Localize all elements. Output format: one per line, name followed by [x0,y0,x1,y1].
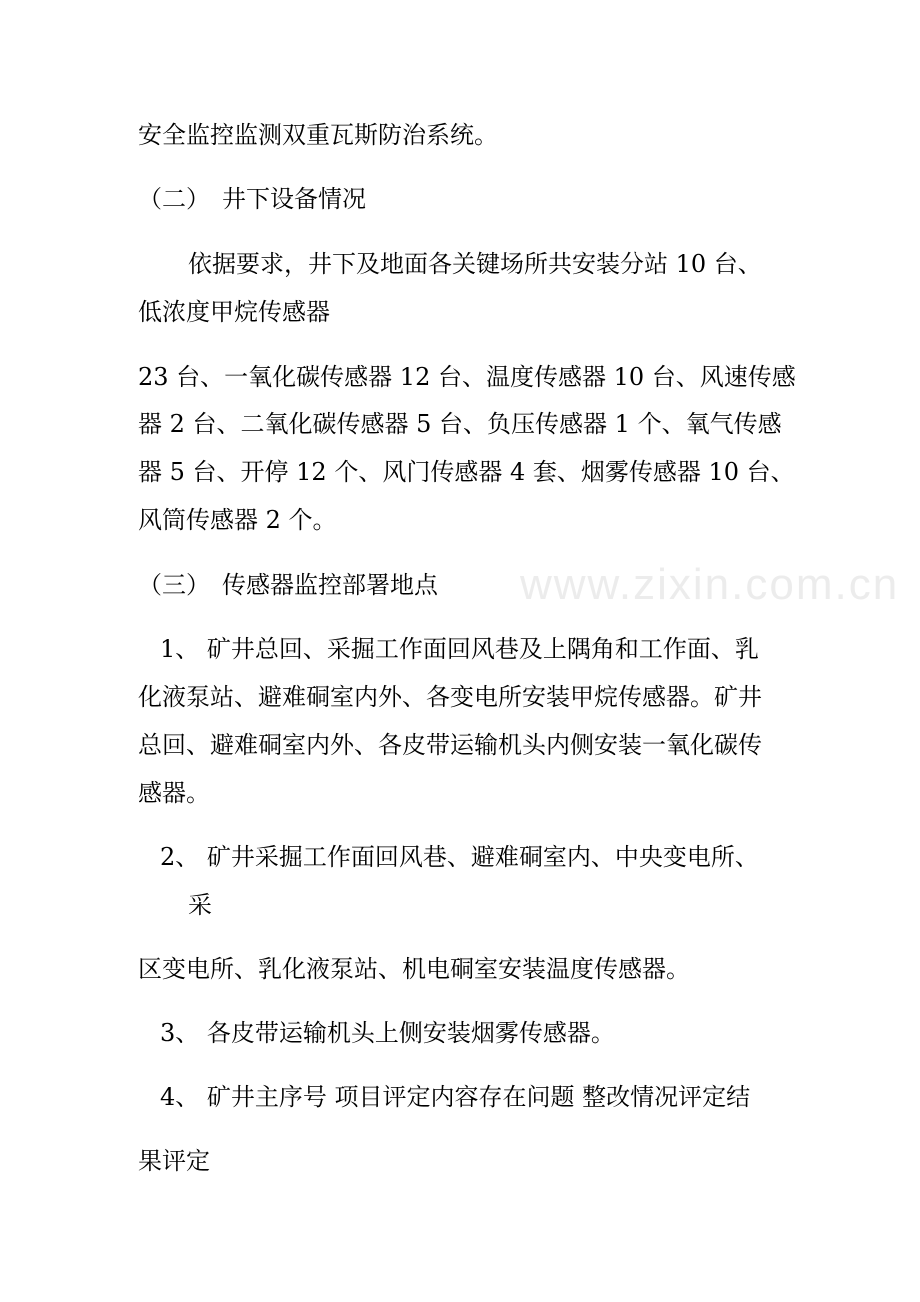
list-item-1-line-2: 化液泵站、避难硐室内外、各变电所安装甲烷传感器。矿井 [138,683,762,711]
text-line-5: 23 台、一氧化碳传感器 12 台、温度传感器 10 台、风速传感 [138,363,796,391]
list-item-1-line-1: 1、 矿井总回、采掘工作面回风巷及上隅角和工作面、乳 [160,635,759,663]
text-line-8: 风筒传感器 2 个。 [138,506,337,534]
text-line-7: 器 5 台、开停 12 个、风门传感器 4 套、烟雾传感器 10 台、 [138,458,795,486]
text-line-6: 器 2 台、二氧化碳传感器 5 台、负压传感器 1 个、氧气传感 [138,410,782,438]
list-item-4-line-2: 果评定 [138,1147,210,1175]
list-item-3: 3、 各皮带运输机头上侧安装烟雾传感器。 [160,1019,615,1047]
list-item-1-line-4: 感器。 [138,779,210,807]
list-item-4-line-1: 4、 矿井主序号 项目评定内容存在问题 整改情况评定结 [160,1083,751,1111]
list-item-2-line-1: 2、 矿井采掘工作面回风巷、避难硐室内、中央变电所、 [160,843,759,871]
section-heading-3: （三） 传感器监控部署地点 [138,571,438,599]
watermark: www.zixin.com.cn [520,560,900,609]
section-heading-2: （二） 井下设备情况 [138,185,366,213]
list-item-2-line-3: 区变电所、乳化液泵站、机电硐室安装温度传感器。 [138,955,690,983]
list-item-1-line-3: 总回、避难硐室内外、各皮带运输机头内侧安装一氧化碳传 [138,731,762,759]
text-line-1: 安全监控监测双重瓦斯防治系统。 [138,121,498,149]
list-item-2-line-2: 采 [188,891,212,919]
text-line-4: 低浓度甲烷传感器 [138,298,330,326]
text-line-3: 依据要求，井下及地面各关键场所共安装分站 10 台、 [188,250,762,278]
